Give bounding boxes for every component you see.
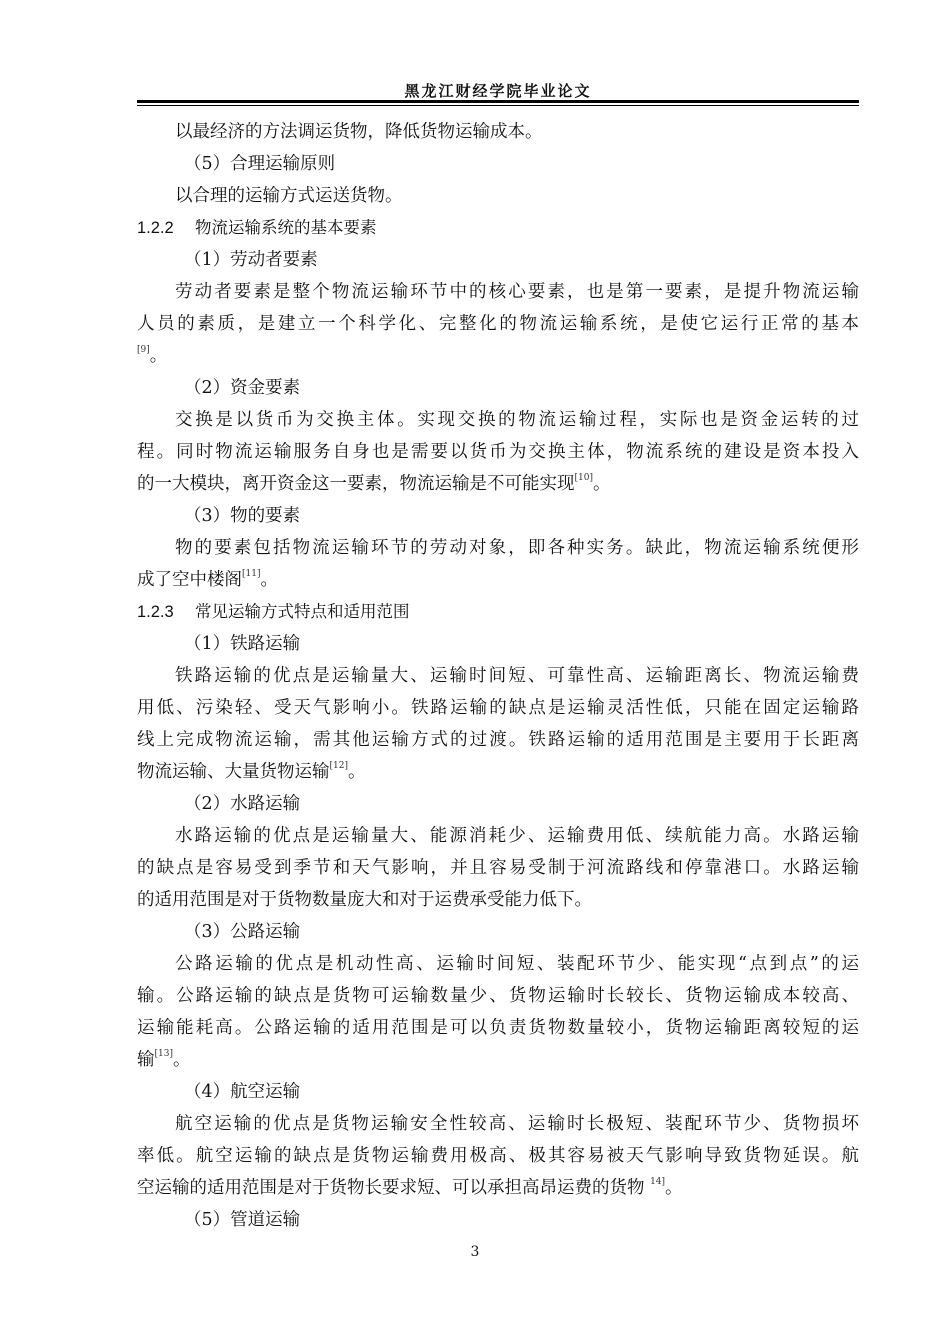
header-rule-thin	[137, 105, 859, 106]
citation-ref: 14]	[650, 1177, 666, 1187]
page-number: 3	[470, 1244, 480, 1260]
body-line: 的缺点是容易受到季节和天气影响，并且容易受制于河流路线和停靠港口。水路运输	[137, 858, 859, 878]
body-line: 输。公路运输的缺点是货物可运输数量少、货物运输时长较长、货物运输成本较高、	[137, 986, 859, 1006]
body-line: 水路运输的优点是运输量大、能源消耗少、运输费用低、续航能力高。水路运输	[175, 826, 859, 846]
citation-ref: [10]	[574, 473, 593, 483]
subheading: （1）铁路运输	[184, 634, 301, 654]
body-line	[137, 1048, 859, 1072]
body-line	[137, 568, 859, 592]
body-line: 交换是以货币为交换主体。实现交换的物流运输过程，实际也是资金运转的过	[175, 410, 859, 430]
running-header: 黑龙江财经学院毕业论文	[404, 82, 592, 100]
citation-ref: [12]	[329, 761, 348, 771]
body-line: 程。同时物流运输服务自身也是需要以货币为交换主体，物流系统的建设是资本投入	[137, 442, 859, 462]
subheading: （5）合理运输原则	[184, 154, 336, 174]
subheading: （3）物的要素	[184, 506, 301, 526]
body-text: 。	[592, 474, 611, 494]
body-text: 。	[347, 762, 366, 782]
body-text: 的一大模块，离开资金这一要素，物流运输是不可能实现	[137, 474, 575, 494]
section-heading-1-2-2	[137, 216, 859, 240]
section-title: 物流运输系统的基本要素	[195, 219, 377, 237]
body-text: 空运输的适用范围是对于货物长要求短、可以承担高昂运费的货物	[137, 1178, 645, 1198]
subheading: （4）航空运输	[184, 1082, 301, 1102]
body-line: 物的要素包括物流运输环节的劳动对象，即各种实务。缺此，物流运输系统便形	[175, 538, 859, 558]
subheading: （2）水路运输	[184, 794, 301, 814]
body-text: 输	[137, 1050, 155, 1070]
body-line: 率低。航空运输的缺点是货物运输费用极高、极其容易被天气影响导致货物延误。航	[137, 1146, 859, 1166]
body-line: 人员的素质，是建立一个科学化、完整化的物流运输系统，是使它运行正常的基本	[137, 314, 859, 334]
subheading: （2）资金要素	[184, 378, 301, 398]
body-text: 成了空中楼阁	[137, 570, 242, 590]
section-number: 1.2.3	[137, 603, 174, 621]
body-line: 运输能耗高。公路运输的适用范围是可以负责货物数量较小，货物运输距离较短的运	[137, 1018, 859, 1038]
section-heading-1-2-3	[137, 600, 859, 624]
body-line	[137, 1176, 859, 1200]
body-line	[137, 344, 859, 368]
body-text: 。	[149, 346, 168, 366]
body-text: 物流运输、大量货物运输	[137, 762, 330, 782]
subheading: （5）管道运输	[184, 1210, 301, 1230]
subheading: （1）劳动者要素	[184, 250, 318, 270]
body-line: 劳动者要素是整个物流运输环节中的核心要素，也是第一要素，是提升物流运输	[175, 282, 859, 302]
body-line: 以最经济的方法调运货物，降低货物运输成本。	[175, 122, 543, 142]
section-title: 常见运输方式特点和适用范围	[195, 603, 410, 621]
body-text: 。	[260, 570, 278, 590]
section-number: 1.2.2	[137, 219, 174, 237]
citation-ref: [11]	[242, 569, 261, 579]
body-line: 公路运输的优点是机动性高、运输时间短、装配环节少、能实现“点到点”的运	[175, 954, 859, 974]
subheading: （3）公路运输	[184, 922, 301, 942]
body-line: 铁路运输的优点是运输量大、运输时间短、可靠性高、运输距离长、物流运输费	[175, 666, 859, 686]
body-line: 用低、污染轻、受天气影响小。铁路运输的缺点是运输灵活性低，只能在固定运输路	[137, 698, 859, 718]
body-line: 航空运输的优点是货物运输安全性较高、运输时长极短、装配环节少、货物损坏	[175, 1114, 859, 1134]
header-rule-thick	[137, 100, 859, 103]
body-text: 。	[665, 1178, 683, 1198]
body-line: 的适用范围是对于货物数量庞大和对于运费承受能力低下。	[137, 890, 592, 910]
body-line: 线上完成物流运输，需其他运输方式的过渡。铁路运输的适用范围是主要用于长距离	[137, 730, 859, 750]
citation-ref: [9]	[137, 345, 150, 355]
body-line	[137, 760, 859, 784]
citation-ref: [13]	[154, 1049, 173, 1059]
body-text: 。	[172, 1050, 191, 1070]
body-line	[137, 472, 859, 496]
body-line: 以合理的运输方式运送货物。	[175, 186, 403, 206]
